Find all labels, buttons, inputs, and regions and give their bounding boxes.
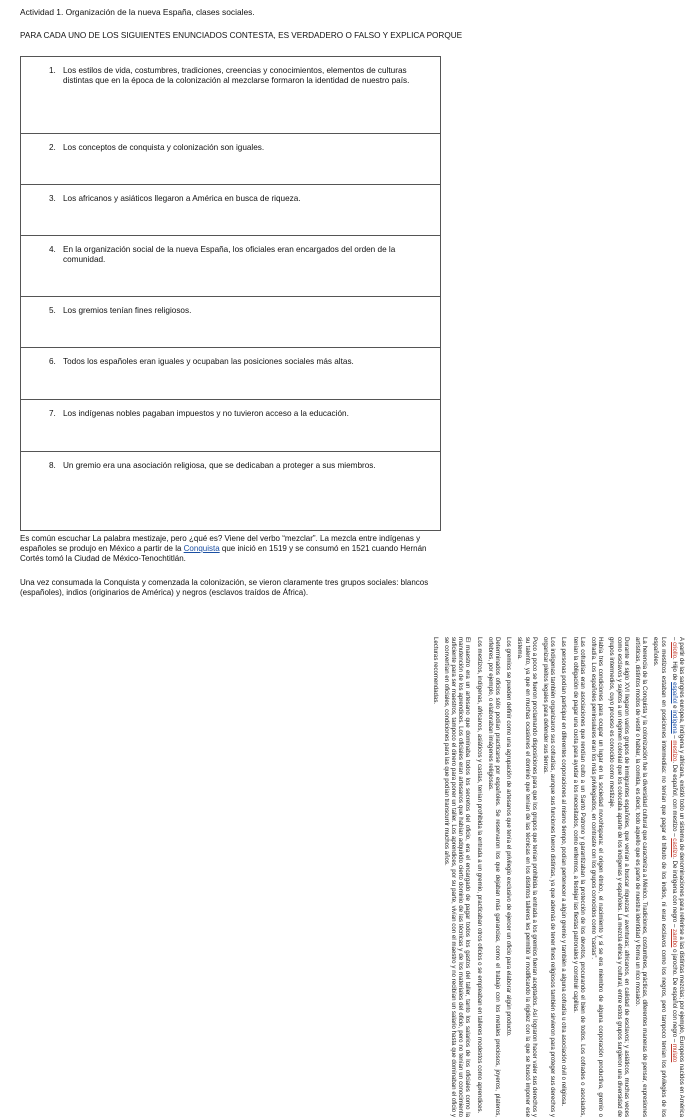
questions-table	[20, 56, 441, 531]
reading-paragraph-2: Una vez consumada la Conquista y comenzada la colonización, se vieron claramente tres grupos sociales: blancos (españoles), indios (originarios de América) y negros (esclavos traídos de África).	[20, 578, 429, 597]
rotated-paragraph: Los mestizos estaban en posiciones intermedias: no tenían que pagar el tributo de los indios, ni eran esclavos como los negros, pero tampoco tenían los privilegios de los españoles.	[652, 637, 667, 1117]
question-row[interactable]	[21, 185, 440, 236]
question-number: 4.	[49, 245, 56, 254]
mestizo-link[interactable]: mestizo	[670, 740, 678, 762]
question-row[interactable]	[21, 57, 440, 134]
question-text: Todos los españoles eran iguales y ocupaban las posiciones sociales más altas.	[63, 357, 354, 366]
rotated-paragraph: El maestro era un artesano que dominaba todos los secretos del oficio, era el encargado de pagar todos los gastos del taller, tanto los salarios de los oficiales como la manutención de los aprendices. Los oficiales eran artesanos que habían adquirido cierto dominio de las técnicas y de los materiales del oficio, pero no tenían un conocimiento suficiente para ser maestros, tampoco el dinero para poner un taller. Los aprendices, por su parte, vivían con el maestro y no recibían un salario hasta que dominaban el oficio y se convertían en oficiales, condiciones para las que podían transcurrir muchos años.	[442, 637, 472, 1117]
rotated-paragraph: Había tres condiciones para ocupar un lugar en la sociedad novohispana: el origen étnico, el nacimiento y si se era miembro de alguna corporación productiva, gremio o cofradía. Los españoles peninsulares eran los más privilegiados, en contraste con los grupos conocidos como “castas”.	[589, 637, 605, 1117]
question-number: 3.	[49, 194, 56, 203]
rotated-paragraph: Los gremios se pueden definir como una agrupación de artesanos que tenía el privilegio exclusivo de ejercer un oficio para elaborar algún producto.	[505, 637, 513, 1037]
question-text: Los gremios tenían fines religiosos.	[63, 306, 192, 315]
rotated-reading-page	[431, 637, 685, 1117]
question-row[interactable]	[21, 297, 440, 348]
question-number: 2.	[49, 143, 56, 152]
question-number: 6.	[49, 357, 56, 366]
question-number: 7.	[49, 409, 56, 418]
rotated-paragraph: A partir de las sangres europea, indígena y africana, existió todo un sistema de denominaciones para referirse a las distintas mezclas; por ejemplo, Europeos nacidos en América – criollo. Hijo de español e indígena – mestizo. De español, con mestizo – castizo. De indígena con negro – zambo o jarocho. De español con negro – mulato	[670, 637, 685, 1117]
zambo-link[interactable]: zambo	[670, 929, 678, 948]
question-row[interactable]	[21, 134, 440, 185]
question-number: 1.	[49, 66, 56, 75]
rotated-paragraph: Determinados oficios sólo podían practicarse por españoles. Se reservaron los que dejaban más ganancias, como el trabajo con los metales preciosos, joyeros, plateros, orfebres, por ejemplo, o elaboraban imágenes religiosas.	[486, 637, 501, 1117]
question-text: Los indígenas nobles pagaban impuestos y no tuvieron acceso a la educación.	[63, 409, 349, 418]
rotated-paragraph: Lecturas recomendadas.	[431, 637, 439, 705]
question-row[interactable]	[21, 348, 440, 400]
rotated-paragraph: Los indígenas también organizaron sus cofradías, aunque sus funciones fueron distintas, ya que además de tener fines religiosos también sirvieron para proteger sus derechos y organizar pleitos legales para defender sus tierras.	[541, 637, 557, 1117]
indigena-link[interactable]: indígena	[670, 710, 678, 734]
rotated-paragraph: Poco a poco se fueron proclamando disposiciones para que los grupos que tenían prohibida la entrada a los gremios fueran aceptados. Así lograron hacer valer sus derechos y su talento, ya que en muchas ocasiones el dominio que tenían de las técnicas en los distintos talleres les permitió ir modificando la rigidez con la que se buscó imponer ese sistema.	[516, 637, 538, 1117]
reading-text: que inició en 1519 y se consumó en 1521 cuando Hernán Cortés tomó la Ciudad de México-Tenochtitlán.	[20, 544, 427, 563]
activity-title: Actividad 1. Organización de la nueva España, clases sociales.	[20, 7, 255, 17]
castizo-link[interactable]: castizo	[670, 838, 678, 858]
reading-text: Es común escuchar La palabra mestizaje, pero ¿qué es? Viene del verbo “mezclar”. La mezcla entre indígenas y españoles se produjo en México a partir de la	[20, 534, 421, 553]
question-number: 8.	[49, 461, 56, 470]
rotated-paragraph: Los mestizos, indígenas, africanos, asiáticos y castas, tenían prohibida la entrada a un gremio, practicaban otros oficios o se empleaban en talleres modestos como aprendices.	[475, 637, 483, 1114]
question-text: Los estilos de vida, costumbres, tradiciones, creencias y conocimientos, elementos de culturas distintas que en la época de la colonización al mezclarse formaron la identidad de nuestro país.	[63, 66, 410, 85]
question-text: Los africanos y asiáticos llegaron a América en busca de riqueza.	[63, 194, 301, 203]
instruction-text: PARA CADA UNO DE LOS SIGUIENTES ENUNCIADOS CONTESTA, ES VERDADERO O FALSO Y EXPLICA PORQUE	[20, 31, 463, 40]
question-row[interactable]	[21, 452, 440, 530]
question-number: 5.	[49, 306, 56, 315]
rotated-paragraph: La herencia de la Conquista y la colonización fue la diversidad cultural que caracteriza a México. Tradiciones, costumbres, prácticas, diferentes maneras de pensar, expresiones artísticas, distintos modos de vestir o hablar, la comida, es decir, todo aquello que es parte de nuestra identidad y forma un rico mosaico.	[633, 637, 649, 1117]
rotated-paragraph: Las cofradías eran asociaciones que rendían culto a un Santo Patrono y garantizaban la protección de los devotos, procurando el bien de todos. Los cofrades o asociados, tenían la obligación de pagar una cuota para ayudar a los necesitados, como enfermos, a festejar las fiestas patronales y construir capillas.	[571, 637, 586, 1117]
conquista-link[interactable]: Conquista	[183, 544, 220, 553]
question-text: En la organización social de la nueva España, los oficiales eran encargados del orden de la comunidad.	[63, 245, 396, 264]
question-row[interactable]	[21, 400, 440, 452]
question-row[interactable]	[21, 236, 440, 297]
reading-paragraph-1	[20, 534, 440, 564]
question-text: Un gremio era una asociación religiosa, que se dedicaban a proteger a sus miembros.	[63, 461, 376, 470]
mulato-link[interactable]: mulato	[670, 1043, 678, 1063]
rotated-paragraph: Durante el siglo XVI llegaron varios grupos de inmigrantes españoles, que venían a buscar riquezas y aventuras; africanos, en calidad de esclavos; y asiáticos, muchas veces como esclavos y sujetos a un régimen colonial que los colocaba aparte de los indígenas y españoles. La mezcla étnica y cultural, entre estos grupos surgieron una diversidad de grupos intermedios, cuyo proceso es conocido como mestizaje.	[608, 637, 630, 1117]
criollo-link[interactable]: criollo	[670, 642, 678, 659]
rotated-paragraph: Las personas podían participar en diferentes corporaciones al mismo tiempo, podían pertenecer a algún gremio y también a alguna cofradía u otra asociación civil o religiosa.	[560, 637, 568, 1107]
question-text: Los conceptos de conquista y colonización son iguales.	[63, 143, 265, 152]
espanol-link[interactable]: español	[670, 682, 678, 704]
